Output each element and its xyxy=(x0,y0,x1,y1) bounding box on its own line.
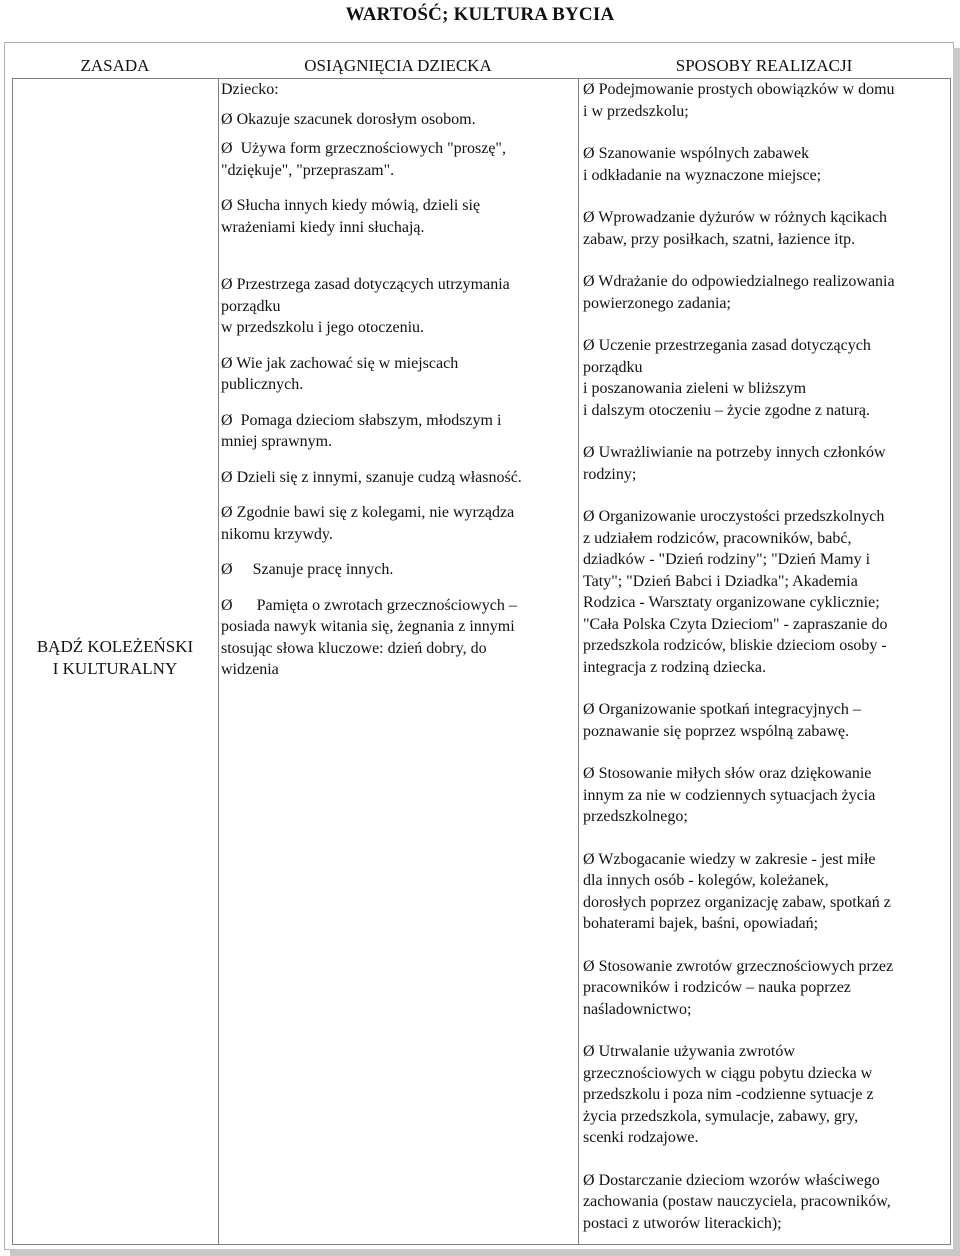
list-item: Ø Uczenie przestrzegania zasad dotyczących porządku i poszanowania zieleni w bliższym i dalszym otoczeniu – życie zgodne z naturą. xyxy=(583,337,871,419)
achievements-lead: Dziecko: xyxy=(221,81,279,98)
bullet-icon: Ø xyxy=(583,765,595,782)
table-shadow-right xyxy=(953,48,960,1252)
list-item: Ø Organizowanie spotkań integracyjnych – poznawanie się poprzez wspólną zabawę. xyxy=(583,701,861,740)
column-divider-3 xyxy=(578,78,579,1244)
bullet-icon: Ø xyxy=(221,197,233,214)
bullet-icon: Ø xyxy=(583,337,595,354)
header-principle: ZASADA xyxy=(80,56,150,75)
bullet-icon: Ø xyxy=(583,145,595,162)
list-item: Ø Wprowadzanie dyżurów w różnych kącikach zabaw, przy posiłkach, szatni, łazience itp. xyxy=(583,209,888,248)
bullet-icon: Ø xyxy=(221,561,233,578)
list-item: Ø Dostarczanie dzieciom wzorów właściwego zachowania (postaw nauczyciela, pracowników, postaci z utworów literackich); xyxy=(583,1171,891,1232)
list-item: Ø Organizowanie uroczystości przedszkolnych z udziałem rodziców, pracowników, babć, dziadków - "Dzień rodziny"; "Dzień Mamy i Taty"; "Dzień Babci i Dziadka"; Akademia Rodzica - Warsztaty organizowane cyklicznie; "Cała Polska Czyta Dzieciom" - zapraszanie do przedszkola rodziców, bliskie dzieciom osoby - integracja z rodziną dziecka. xyxy=(583,508,888,676)
header-achievements: OSIĄGNIĘCIA DZIECKA xyxy=(304,56,492,75)
principle-line-2: I KULTURALNY xyxy=(52,659,178,678)
bullet-icon: Ø xyxy=(583,508,595,525)
bullet-icon: Ø xyxy=(221,110,233,128)
bullet-icon: Ø xyxy=(583,1171,595,1189)
bullet-icon: Ø xyxy=(221,504,233,521)
bullet-icon: Ø xyxy=(221,596,233,614)
bottom-row-divider xyxy=(12,1244,951,1245)
methods-column xyxy=(583,79,951,1234)
list-item: Ø Używa form grzecznościowych "proszę", "dziękuje", "przepraszam". xyxy=(221,140,506,179)
list-item: Ø Okazuje szacunek dorosłym osobom. xyxy=(221,110,476,128)
list-item: Ø Pamięta o zwrotach grzecznościowych – posiada nawyk witania się, żegnania z innymi stosując słowa kluczowe: dzień dobry, do widzenia xyxy=(221,596,517,678)
bullet-icon: Ø xyxy=(583,444,595,461)
header-methods: SPOSOBY REALIZACJI xyxy=(675,56,853,75)
list-item: Ø Słucha innych kiedy mówią, dzieli się wrażeniami kiedy inni słuchają. xyxy=(221,197,481,236)
list-item: Ø Zgodnie bawi się z kolegami, nie wyrządza nikomu krzywdy. xyxy=(221,504,515,543)
principle-line-1: BĄDŹ KOLEŻEŃSKI xyxy=(36,637,194,656)
list-item: Ø Stosowanie miłych słów oraz dziękowanie innym za nie w codziennych sytuacjach życia przedszkolnego; xyxy=(583,765,876,825)
list-item: Ø Szanowanie wspólnych zabawek i odkładanie na wyznaczone miejsce; xyxy=(583,145,822,184)
table-shadow-bottom xyxy=(10,1249,960,1256)
bullet-icon: Ø xyxy=(583,81,595,98)
list-item: Ø Podejmowanie prostych obowiązków w domu i w przedszkolu; xyxy=(583,81,895,120)
bullet-icon: Ø xyxy=(583,209,595,226)
list-item: Ø Pomaga dzieciom słabszym, młodszym i mniej sprawnym. xyxy=(221,411,502,450)
bullet-icon: Ø xyxy=(221,411,233,429)
list-item: Ø Wie jak zachować się w miejscach publicznych. xyxy=(221,354,459,393)
bullet-icon: Ø xyxy=(221,468,233,486)
bullet-icon: Ø xyxy=(583,850,595,868)
bullet-icon: Ø xyxy=(583,701,595,718)
column-divider-2 xyxy=(218,78,219,1244)
list-item: Ø Wzbogacanie wiedzy w zakresie - jest miłe dla innych osób - kolegów, koleżanek, dorosłych poprzez organizację zabaw, spotkań z bohaterami bajek, baśni, opowiadań; xyxy=(583,850,891,932)
list-item: Ø Przestrzega zasad dotyczących utrzymania porządku w przedszkolu i jego otoczeniu. xyxy=(221,276,510,336)
list-item: Ø Wdrażanie do odpowiedzialnego realizowania powierzonego zadania; xyxy=(583,273,895,312)
list-item: Ø Dzieli się z innymi, szanuje cudzą własność. xyxy=(221,468,522,486)
bullet-icon: Ø xyxy=(221,140,233,157)
bullet-icon: Ø xyxy=(583,273,595,290)
list-item: Ø Uwrażliwianie na potrzeby innych członków rodziny; xyxy=(583,444,886,483)
achievements-column xyxy=(221,79,577,681)
bullet-icon: Ø xyxy=(583,1043,595,1060)
column-divider-1 xyxy=(12,78,13,1244)
list-item: Ø Stosowanie zwrotów grzecznościowych przez pracowników i rodziców – nauka poprzez naśladownictwo; xyxy=(583,957,894,1018)
bullet-icon: Ø xyxy=(221,276,233,293)
list-item: Ø Utrwalanie używania zwrotów grzecznościowych w ciągu pobytu dziecka w przedszkolu i poza nim -codzienne sytuacje z życia przedszkola, symulacje, zabawy, gry, scenki rodzajowe. xyxy=(583,1043,874,1146)
principle-cell xyxy=(15,636,215,680)
page-title: WARTOŚĆ; KULTURA BYCIA xyxy=(345,4,615,25)
bullet-icon: Ø xyxy=(221,354,233,372)
bullet-icon: Ø xyxy=(583,957,595,975)
list-item: Ø Szanuje pracę innych. xyxy=(221,561,394,578)
